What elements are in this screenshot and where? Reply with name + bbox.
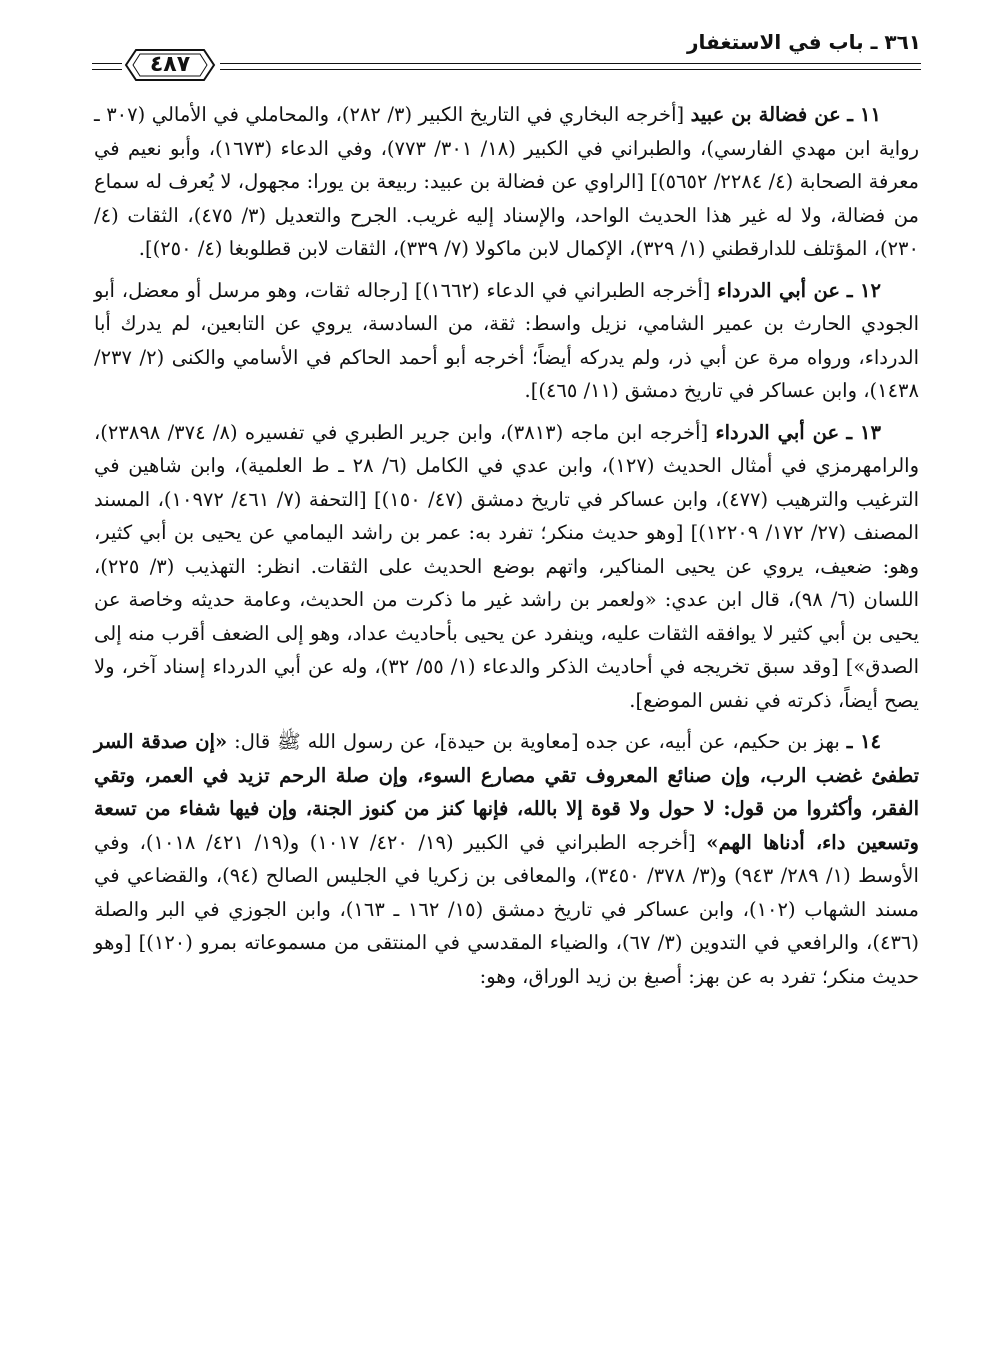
note-text: [أخرجه ابن ماجه (٣٨١٣)، وابن جرير الطبري في تفسيره (٨/ ٣٧٤/ ٢٣٨٩٨)، والرامهرمزي في أمثال الحديث (١٢٧)، وابن عدي في الكامل (٦/ ٢٨ ـ ط العلمية)، وابن شاهين في الترغيب والترهيب (٤٧٧)، وابن عساكر في تاريخ دمشق (٤٧/ ١٥٠)] [التحفة (٧/ ٤٦١/ ١٠٩٧٢)، المسند المصنف (٢٧/ ١٧٢/ ١٢٢٠٩)] [وهو حديث منكر؛ تفرد به: عمر بن راشد اليمامي عن يحيى بن أبي كثير، وهو: ضعيف، يروي عن يحيى المناكير، واتهم بوضع الحديث على الثقات. انظر: التهذيب (٣/ ٢٢٥)، اللسان (٦/ ٩٨)، قال ابن عدي: «ولعمر بن راشد غير ما ذكرت من الحديث، وعامة حديثه وخاصة عن يحيى بن أبي كثير لا يوافقه الثقات عليه، وينفرد عن يحيى بأحاديث عداد، وهو إلى الضعف أقرب منه إلى الصدق»] [وقد سبق تخريجه في أحاديث الذكر والدعاء (١/ ٥٥/ ٣٢)، وله عن أبي الدرداء إسناد آخر، ولا يصح أيضاً، ذكرته في نفس الموضع]. (94, 420, 919, 712)
note-text: [أخرجه الطبراني في الكبير (١٩/ ٤٢٠/ ١٠١٧) و(١٩/ ٤٢١/ ١٠١٨)، وفي الأوسط (١/ ٢٨٩/ ٩٤٣) و(٣/ ٣٧٨/ ٣٤٥٠)، والمعافى بن زكريا في الجليس الصالح (٩٤)، والقضاعي في مسند الشهاب (١٠٢)، وابن عساكر في تاريخ دمشق (١٥/ ١٦٢ ـ ١٦٣)، وابن الجوزي في البر والصلة (٤٣٦)، والرافعي في التدوين (٣/ ٦٧)، والضياء المقدسي في المنتقى من مسموعاته بمرو (١٢٠)] [وهو حديث منكر؛ تفرد به عن بهز: أصبغ بن زيد الوراق، وهو: (94, 830, 919, 988)
note-number: ١٤ ـ (846, 730, 882, 753)
footnote-11 (94, 98, 919, 266)
header-rule (92, 69, 122, 70)
page-number: ٤٨٧ (149, 52, 191, 77)
header-rule (92, 63, 122, 64)
footnotes-body (94, 98, 919, 1001)
note-lead: عن فضالة بن عبيد (690, 103, 841, 126)
running-head: ٣٦١ ـ باب في الاستغفار (686, 30, 921, 54)
note-text: [أخرجه الطبراني في الدعاء (١٦٦٢)] [رجاله ثقات، وهو مرسل أو معضل، أبو الجودي الحارث بن عمير الشامي، نزيل واسط: ثقة، من السادسة، يروي عن التابعين، لم يدرك أبا الدرداء، ورواه مرة عن أبي ذر، ولم يدركه أيضاً؛ أخرجه أبو أحمد الحاكم في الأسامي والكنى (٢/ ٢٣٧/ ١٤٣٨)، وابن عساكر في تاريخ دمشق (١١/ ٤٦٥)]. (94, 278, 919, 402)
footnote-13 (94, 416, 919, 718)
note-number: ١٣ ـ (846, 420, 881, 444)
page-header (92, 24, 921, 84)
footnote-14 (94, 725, 919, 993)
hadith-quote: «إن صدقة السر تطفئ غضب الرب، وإن صنائع المعروف تقي مصارع السوء، وإن صلة الرحم تزيد في العمر، وتقي الفقر، وأكثروا من قول: لا حول ولا قوة إلا بالله، فإنها كنز من كنوز الجنة، وإن فيها شفاء من تسعة وتسعين داء، أدناها الهم» (94, 730, 919, 854)
note-number: ١١ ـ (847, 103, 881, 126)
note-text: [أخرجه البخاري في التاريخ الكبير (٣/ ٢٨٢)، والمحاملي في الأمالي (٣٠٧ ـ رواية ابن مهدي الفارسي)، والطبراني في الكبير (١٨/ ٣٠١/ ٧٧٣)، وفي الدعاء (١٦٧٣)، وأبو نعيم في معرفة الصحابة (٤/ ٢٢٨٤/ ٥٦٥٢)] [الراوي عن فضالة بن عبيد: ربيعة بن يورا: مجهول، لا يُعرف له سماع من فضالة، ولا له غير هذا الحديث الواحد، والإسناد إليه غريب. الجرح والتعديل (٣/ ٤٧٥)، الثقات (٤/ ٢٣٠)، المؤتلف للدارقطني (١/ ٣٢٩)، الإكمال لابن ماكولا (٧/ ٣٣٩)، الثقات لابن قطلوبغا (٤/ ٢٥٠)]. (94, 103, 920, 260)
footnote-12 (94, 274, 919, 408)
note-lead: عن أبي الدرداء (717, 278, 841, 302)
header-rule (220, 69, 921, 70)
page-number-badge (122, 46, 218, 84)
note-lead: عن أبي الدرداء (715, 420, 840, 444)
note-number: ١٢ ـ (846, 278, 881, 302)
note-text: بهز بن حكيم، عن أبيه، عن جده [معاوية بن حيدة]، عن رسول الله ﷺ قال: (227, 730, 847, 753)
header-rule (220, 63, 921, 64)
